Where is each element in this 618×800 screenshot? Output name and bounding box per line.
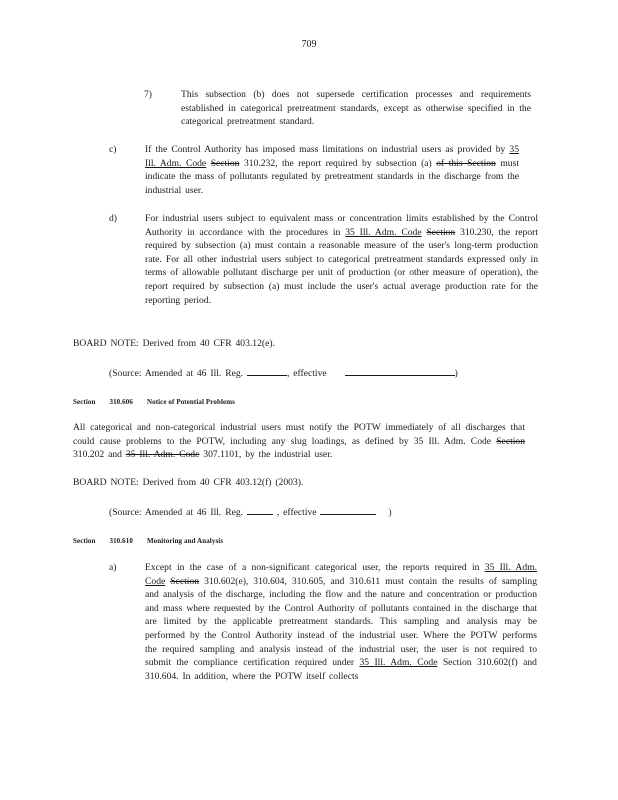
item-c-paragraph: If the Control Authority has imposed mass limitations on industrial users as provided by 35 Ill. Adm. Code Section 310.232, the report required by subsection (a) of this Section must indicate the mass of pollutants regulated by pretreatment standards in the discharge from the industrial user. — [145, 144, 519, 196]
board-note-1: BOARD NOTE: Derived from 40 CFR 403.12(e). — [73, 338, 275, 349]
item-7-text: This subsection (b) does not supersede certification processes and requirements established in categorical pretreatment standards, except as otherwise specified in the categorical pretreatment standard. — [181, 89, 531, 128]
item-d-label: d) — [109, 213, 117, 224]
item-d-paragraph: For industrial users subject to equivalent mass or concentration limits established by the Control Authority in accordance with the procedures in 35 Ill. Adm. Code Section 310.230, the report required by subsection (a) must contain a reasonable measure of the user's long-term production rate. For all other industrial users subject to categorical pretreatment standards expressed only in terms of allowable pollutant discharge per unit of production (or other measure of operation), the report required by subsection (a) must include the user's actual average production rate for the reporting period. — [145, 213, 538, 306]
effective-blank-1 — [345, 366, 455, 376]
section-606-paragraph: All categorical and non-categorical industrial users must notify the POTW immediately of all discharges that could cause problems to the POTW, including any slug loadings, as defined by 35 Ill. Adm. Code Section 310.202 and 35 Ill. Adm. Code 307.1101, by the industrial user. — [73, 422, 525, 461]
board-note-2: BOARD NOTE: Derived from 40 CFR 403.12(f) (2003). — [73, 477, 304, 488]
item-7-label: 7) — [144, 89, 152, 100]
section-610-heading: Section 310.610 Monitoring and Analysis — [73, 537, 224, 545]
reg-blank-2 — [247, 505, 273, 515]
source-note-1: (Source: Amended at 46 Ill. Reg. , effective ) — [109, 368, 458, 379]
source-note-2: (Source: Amended at 46 Ill. Reg. , effective ) — [109, 507, 392, 518]
reg-blank-1 — [247, 366, 287, 376]
item-c-label: c) — [109, 144, 117, 155]
section-610-a-paragraph: Except in the case of a non-significant categorical user, the reports required in 35 Ill. Adm. Code Section 310.602(e), 310.604, 310.605, and 310.611 must contain the results of sampling and analysis of the discharge, including the flow and the nature and concentration or production and mass where requested by the Control Authority of pollutants contained in the discharge that are limited by the applicable pretreatment standards. This sampling and analysis may be performed by the Control Authority instead of the industrial user. Where the POTW performs the required sampling and analysis instead of the industrial user, the user is not required to submit the compliance certification required under 35 Ill. Adm. Code Section 310.602(f) and 310.604. In addition, where the POTW itself collects — [145, 562, 537, 682]
effective-blank-2 — [320, 505, 376, 515]
section-606-heading: Section 310.606 Notice of Potential Problems — [73, 398, 235, 406]
page-number: 709 — [301, 39, 317, 50]
section-610-a-label: a) — [109, 562, 117, 573]
